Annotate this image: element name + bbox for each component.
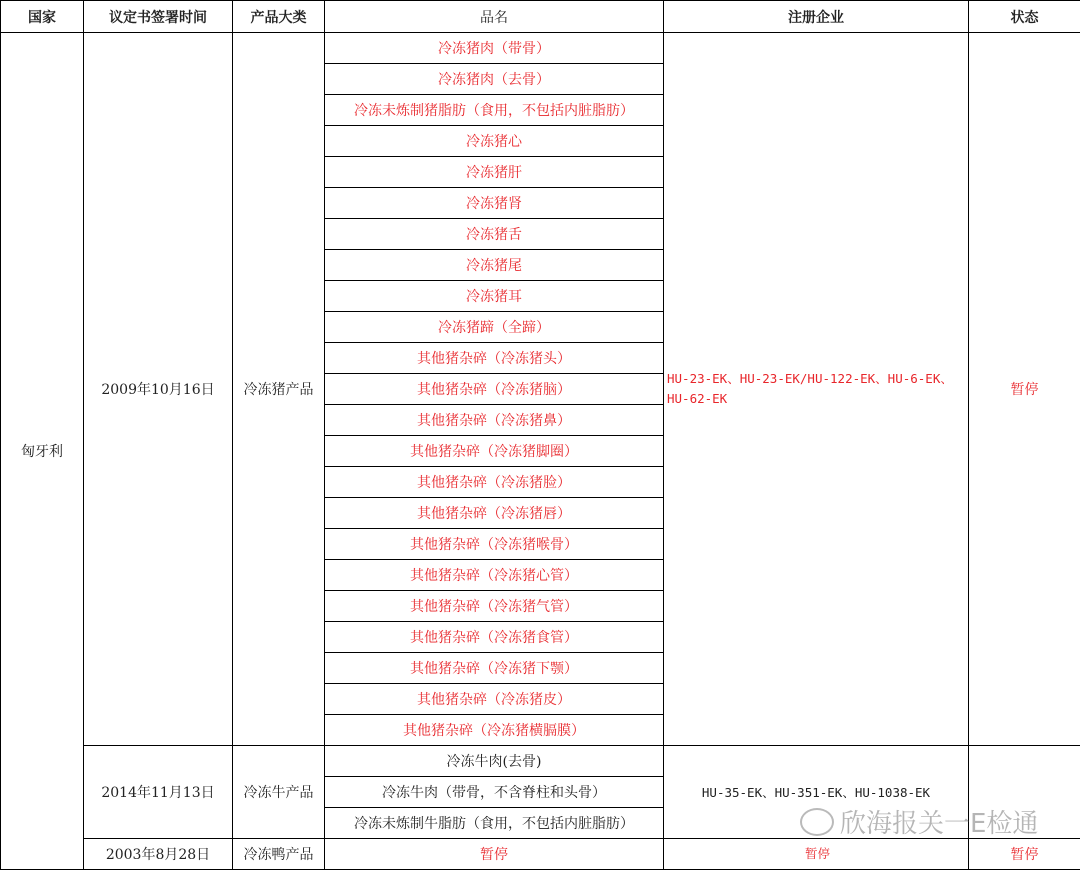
- product-cell: 冷冻猪肉（带骨）: [325, 33, 664, 64]
- product-cell: 冷冻猪尾: [325, 250, 664, 281]
- header-status: 状态: [969, 1, 1080, 33]
- product-cell: 其他猪杂碎（冷冻猪唇）: [325, 498, 664, 529]
- product-cell: 冷冻牛肉（带骨，不含脊柱和头骨）: [325, 777, 664, 808]
- country-cell: 匈牙利: [1, 33, 84, 870]
- table-row: [1, 839, 1080, 870]
- product-cell: 冷冻猪肝: [325, 157, 664, 188]
- date-cell: 2014年11月13日: [84, 746, 233, 839]
- product-cell: 其他猪杂碎（冷冻猪鼻）: [325, 405, 664, 436]
- product-cell: 其他猪杂碎（冷冻猪皮）: [325, 684, 664, 715]
- category-cell: 冷冻猪产品: [233, 33, 325, 746]
- product-cell: 其他猪杂碎（冷冻猪气管）: [325, 591, 664, 622]
- product-cell: 冷冻猪舌: [325, 219, 664, 250]
- enterprise-cell: HU-35-EK、HU-351-EK、HU-1038-EK: [664, 746, 969, 839]
- enterprise-cell: 暂停: [664, 839, 969, 870]
- header-product: 品名: [325, 1, 664, 33]
- status-cell: 暂停: [969, 839, 1080, 870]
- header-enterprise: 注册企业: [664, 1, 969, 33]
- product-cell: 其他猪杂碎（冷冻猪脚圈）: [325, 436, 664, 467]
- product-cell: 其他猪杂碎（冷冻猪脑）: [325, 374, 664, 405]
- product-cell: 其他猪杂碎（冷冻猪头）: [325, 343, 664, 374]
- product-cell: 其他猪杂碎（冷冻猪心管）: [325, 560, 664, 591]
- header-row: [1, 1, 1080, 33]
- product-cell: 冷冻猪心: [325, 126, 664, 157]
- watermark-text: 欣海报关一E检通: [840, 803, 1038, 840]
- product-cell: 冷冻猪肉（去骨）: [325, 64, 664, 95]
- status-cell: 暂停: [969, 33, 1080, 746]
- date-cell: 2009年10月16日: [84, 33, 233, 746]
- product-cell: 冷冻猪蹄（全蹄）: [325, 312, 664, 343]
- header-category: 产品大类: [233, 1, 325, 33]
- product-cell: 其他猪杂碎（冷冻猪脸）: [325, 467, 664, 498]
- product-cell: 冷冻未炼制牛脂肪（食用，不包括内脏脂肪）: [325, 808, 664, 839]
- enterprise-cell: HU-23-EK、HU-23-EK/HU-122-EK、HU-6-EK、HU-62-EK: [664, 33, 969, 746]
- product-cell: 其他猪杂碎（冷冻猪喉骨）: [325, 529, 664, 560]
- product-cell: 其他猪杂碎（冷冻猪下颚）: [325, 653, 664, 684]
- product-cell: 冷冻未炼制猪脂肪（食用，不包括内脏脂肪）: [325, 95, 664, 126]
- header-country: 国家: [1, 1, 84, 33]
- product-cell: 其他猪杂碎（冷冻猪横膈膜）: [325, 715, 664, 746]
- product-cell: 其他猪杂碎（冷冻猪食管）: [325, 622, 664, 653]
- date-cell: 2003年8月28日: [84, 839, 233, 870]
- wechat-icon: [800, 808, 834, 836]
- product-cell: 冷冻猪肾: [325, 188, 664, 219]
- table-row: [1, 746, 1080, 777]
- category-cell: 冷冻鸭产品: [233, 839, 325, 870]
- header-date: 议定书签署时间: [84, 1, 233, 33]
- product-cell: 暂停: [325, 839, 664, 870]
- product-cell: 冷冻牛肉(去骨): [325, 746, 664, 777]
- watermark: [800, 803, 1038, 840]
- category-cell: 冷冻牛产品: [233, 746, 325, 839]
- table-row: [1, 33, 1080, 64]
- product-cell: 冷冻猪耳: [325, 281, 664, 312]
